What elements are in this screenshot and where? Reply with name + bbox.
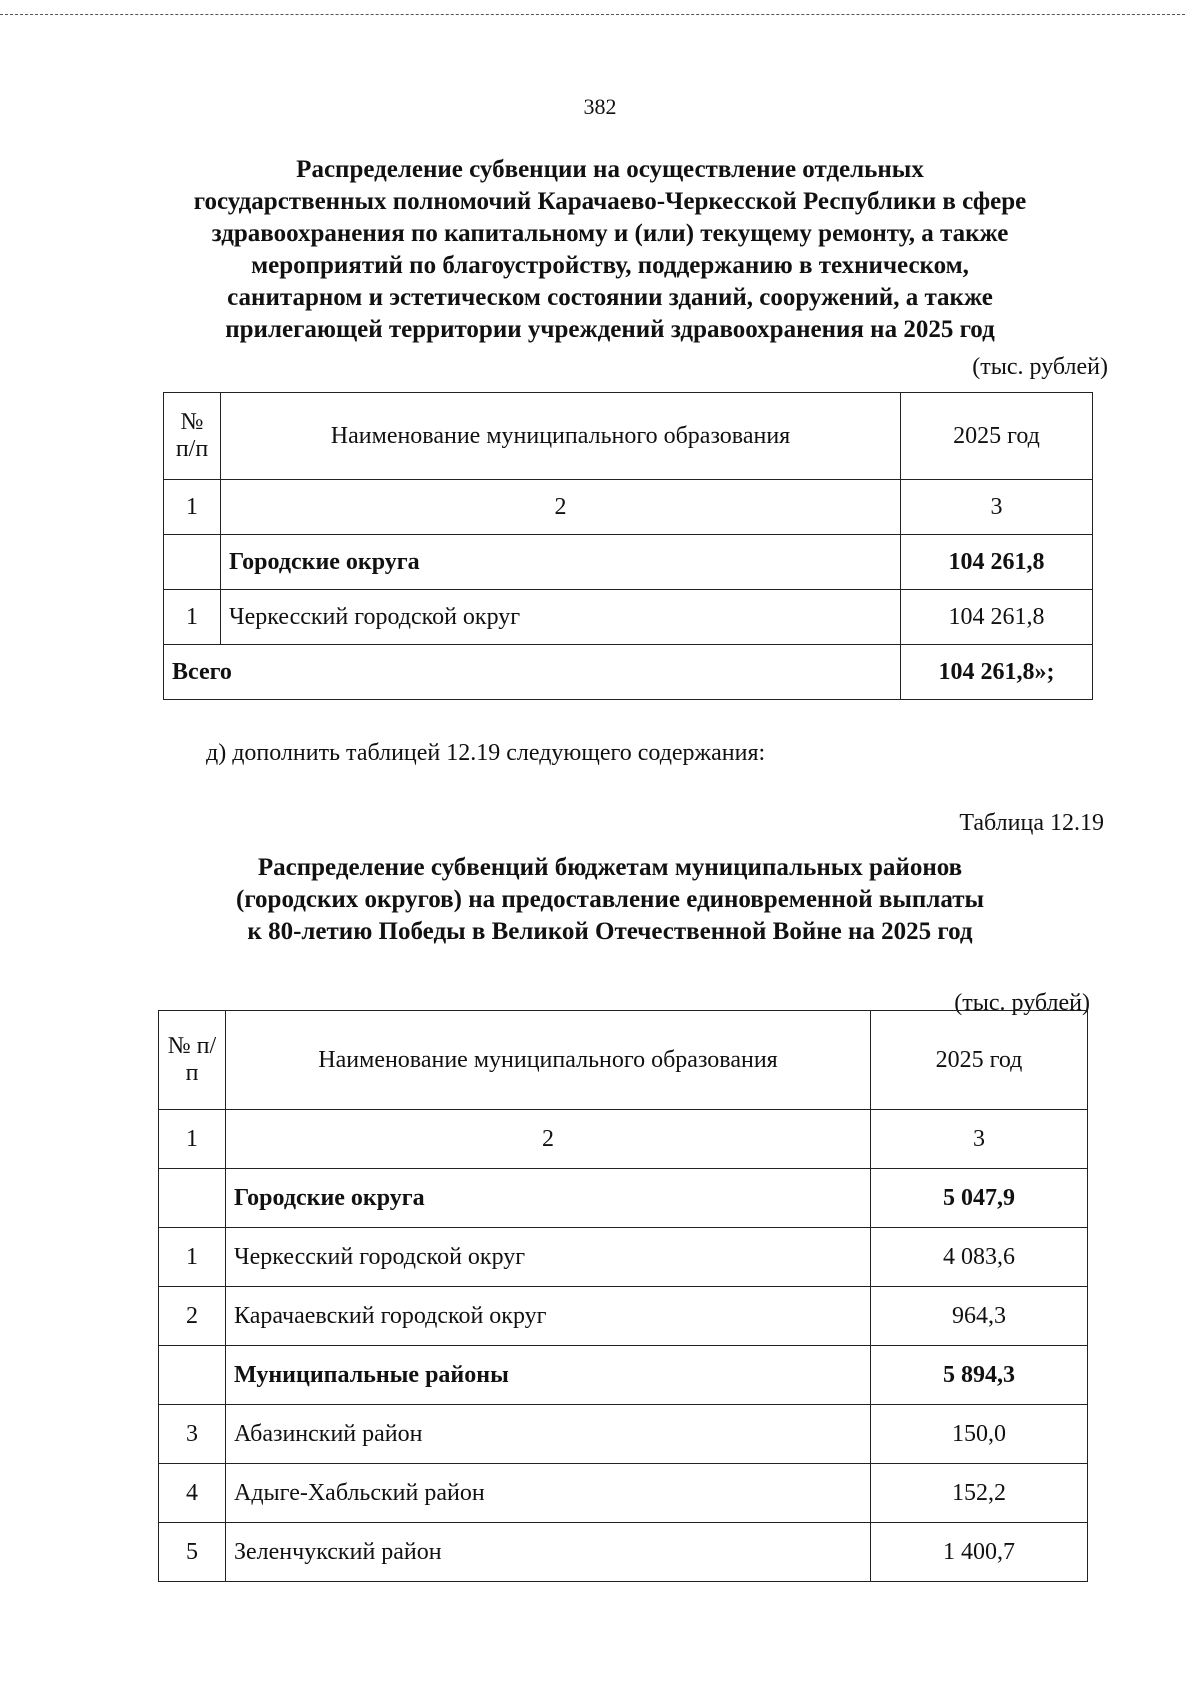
total-row [164,645,1093,700]
row-value: 5 047,9 [871,1169,1088,1228]
amendment-text: д) дополнить таблицей 12.19 следующего содержания: [206,740,766,766]
row-value: 150,0 [871,1405,1088,1464]
column-index-cell: 2 [221,480,901,535]
row-name: Абазинский район [226,1405,871,1464]
table-row [164,535,1093,590]
row-value: 1 400,7 [871,1523,1088,1582]
row-number: 4 [159,1464,226,1523]
row-number [159,1346,226,1405]
total-label: Всего [164,645,901,700]
column-index-cell: 2 [226,1110,871,1169]
table-row [159,1464,1088,1523]
header-year: 2025 год [871,1011,1088,1110]
table-row [159,1169,1088,1228]
table-row [159,1287,1088,1346]
row-name: Муниципальные районы [226,1346,871,1405]
scan-edge-line [0,14,1185,15]
header-number: № п/п [164,393,221,480]
row-name: Адыге-Хабльский район [226,1464,871,1523]
row-number: 3 [159,1405,226,1464]
row-name: Карачаевский городской округ [226,1287,871,1346]
column-index-row [164,480,1093,535]
header-year: 2025 год [901,393,1093,480]
section1-units: (тыс. рублей) [972,354,1108,380]
header-name: Наименование муниципального образования [221,393,901,480]
section2-title: Распределение субвенций бюджетам муниципальных районов (городских округов) на предоставление единовременной выплаты к 80-летию Победы в Великой Отечественной Войне на 2025 год [236,854,984,945]
table-row [159,1405,1088,1464]
row-number: 5 [159,1523,226,1582]
column-index-cell: 1 [159,1110,226,1169]
section1-title: Распределение субвенции на осуществление отдельных государственных полномочий Карачаево-Черкесской Республики в сфере здравоохранения по капитальному и (или) текущему ремонту, а также мероприятий по благоустройству, поддержанию в техническом, санитарном и эстетическом состоянии зданий, сооружений, а также прилегающей территории учреждений здравоохранения на 2025 год [193,156,1027,343]
table-label: Таблица 12.19 [959,810,1104,836]
row-name: Городские округа [226,1169,871,1228]
row-number: 1 [164,590,221,645]
row-name: Черкесский городской округ [221,590,901,645]
header-name: Наименование муниципального образования [226,1011,871,1110]
total-value: 104 261,8»; [901,645,1093,700]
section2-units: (тыс. рублей) [954,990,1090,1016]
column-index-cell: 1 [164,480,221,535]
table-row [164,590,1093,645]
row-number: 2 [159,1287,226,1346]
section2-table [158,1010,1088,1582]
row-value: 5 894,3 [871,1346,1088,1405]
column-index-cell: 3 [901,480,1093,535]
row-number: 1 [159,1228,226,1287]
section1-table [163,392,1093,700]
table-row [159,1228,1088,1287]
table-row [159,1523,1088,1582]
column-index-row [159,1110,1088,1169]
row-value: 4 083,6 [871,1228,1088,1287]
table-row [159,1346,1088,1405]
header-number: № п/п [159,1011,226,1110]
table-header-row [164,393,1093,480]
page-number: 382 [583,94,617,119]
row-value: 104 261,8 [901,590,1093,645]
row-value: 964,3 [871,1287,1088,1346]
row-name: Городские округа [221,535,901,590]
row-number [159,1169,226,1228]
row-value: 104 261,8 [901,535,1093,590]
row-name: Зеленчукский район [226,1523,871,1582]
column-index-cell: 3 [871,1110,1088,1169]
table-header-row [159,1011,1088,1110]
row-value: 152,2 [871,1464,1088,1523]
row-name: Черкесский городской округ [226,1228,871,1287]
row-number [164,535,221,590]
